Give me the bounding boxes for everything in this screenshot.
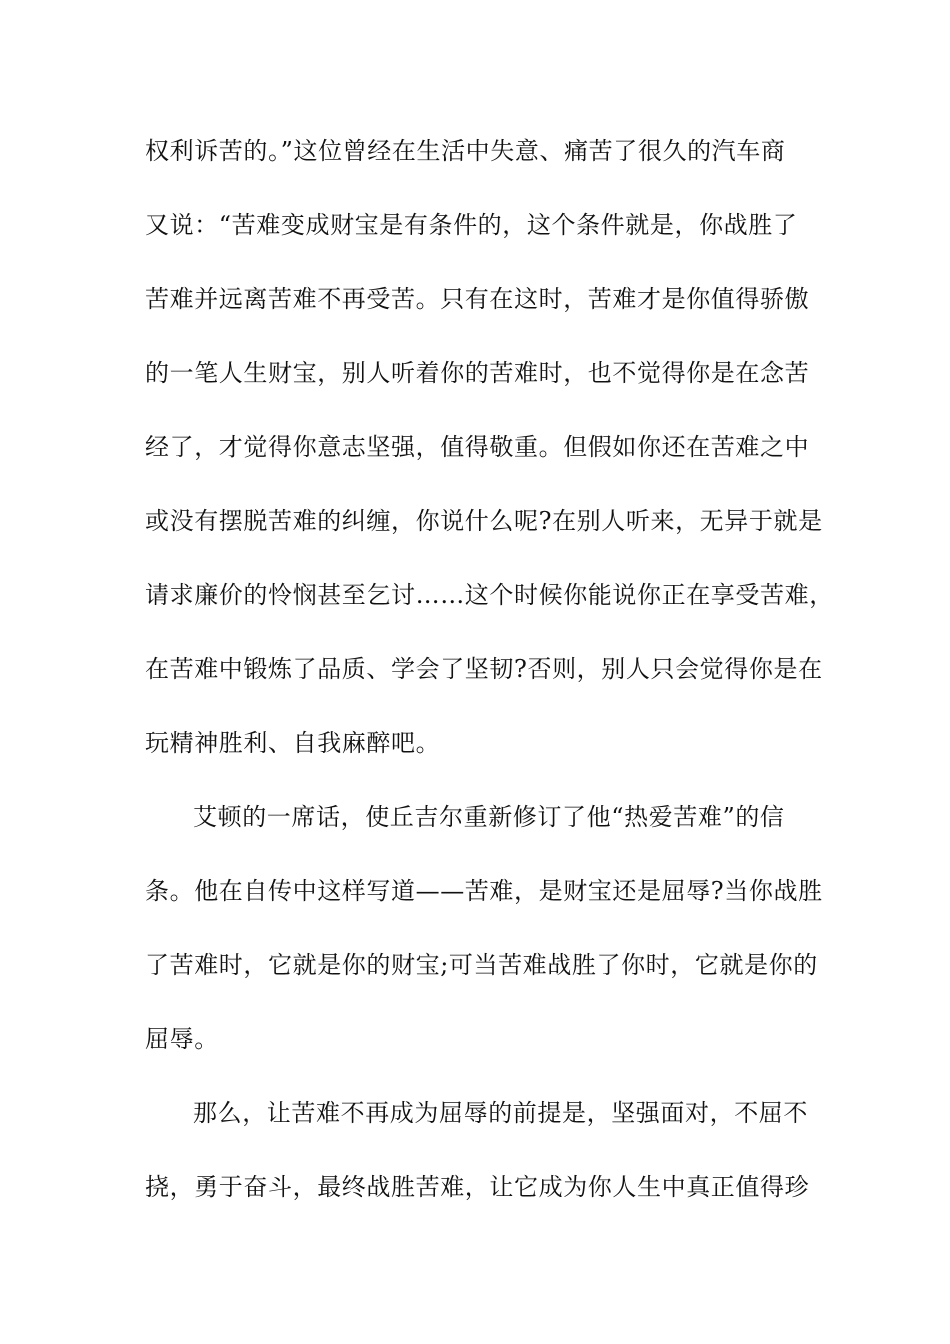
text-line: 苦难并远离苦难不再受苦。只有在这时，苦难才是你值得骄傲 [145, 285, 810, 313]
text-line: 屈辱。 [145, 1025, 219, 1053]
paragraph-start-line: 那么，让苦难不再成为屈辱的前提是，坚强面对，不屈不 [193, 1099, 808, 1127]
text-line: 玩精神胜利、自我麻醉吧。 [145, 729, 441, 757]
text-line: 经了，才觉得你意志坚强，值得敬重。但假如你还在苦难之中 [145, 433, 810, 461]
text-line: 请求廉价的怜悯甚至乞讨……这个时候你能说你正在享受苦难， [145, 581, 834, 609]
text-line: 了苦难时，它就是你的财宝;可当苦难战胜了你时，它就是你的 [145, 951, 818, 979]
text-line: 又说：“苦难变成财宝是有条件的，这个条件就是，你战胜了 [145, 211, 798, 239]
text-line: 条。他在自传中这样写道——苦难，是财宝还是屈辱?当你战胜 [145, 877, 823, 905]
text-line: 权利诉苦的。”这位曾经在生活中失意、痛苦了很久的汽车商 [145, 137, 786, 165]
paragraph-start-line: 艾顿的一席话，使丘吉尔重新修订了他“热爱苦难”的信 [193, 803, 785, 831]
text-line: 或没有摆脱苦难的纠缠，你说什么呢?在别人听来，无异于就是 [145, 507, 823, 535]
text-line: 的一笔人生财宝，别人听着你的苦难时，也不觉得你是在念苦 [145, 359, 810, 387]
body-text [145, 127, 834, 1237]
text-line: 挠，勇于奋斗，最终战胜苦难，让它成为你人生中真正值得珍 [145, 1173, 810, 1201]
text-line: 在苦难中锻炼了品质、学会了坚韧?否则，别人只会觉得你是在 [145, 655, 823, 683]
